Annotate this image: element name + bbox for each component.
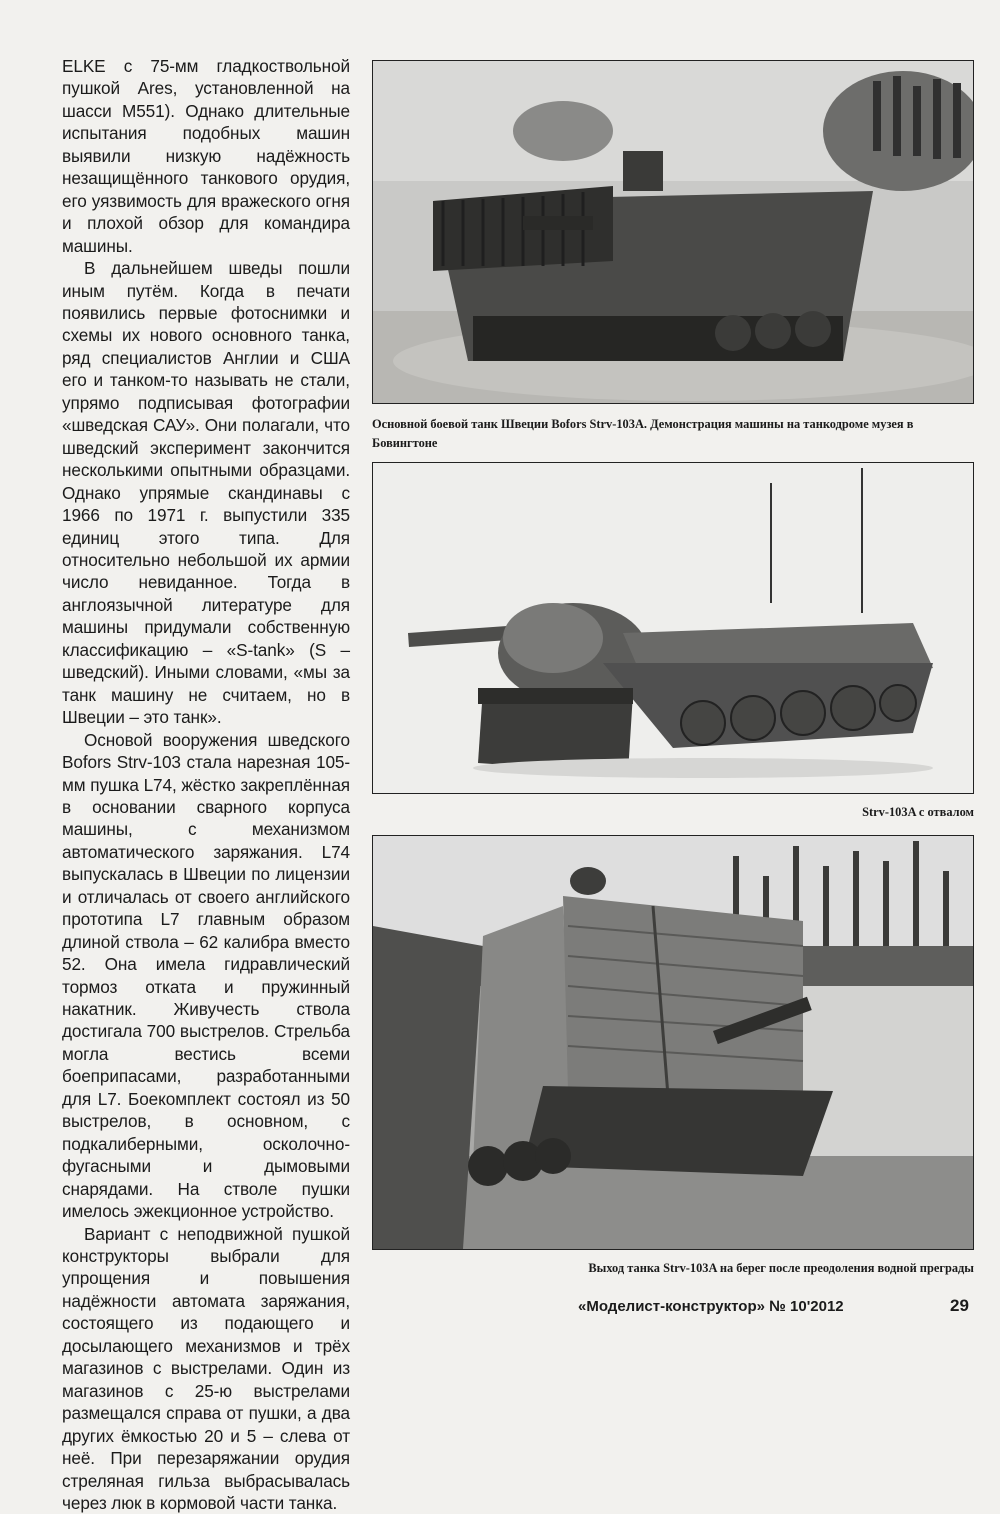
article-paragraph: Вариант с неподвижной пушкой конструкторы выбрали для упрощения и повышения надёжности автомата заряжания, состоящего из подающего и досылающего механизмов и трёх магазинов с выстрелами. Один из магазинов с 25-ю выстрелами размещался справа от пушки, а два других ёмкостью 20 и 5 – слева от неё. При перезаряжании орудия стреляная гильза выбрасывалась через люк в кормовой части танка. <box>62 1223 350 1513</box>
article-paragraph: ELKE с 75-мм гладкоствольной пушкой Ares, установленной на шасси M551). Однако длительные испытания подобных машин выявили низкую надёжность незащищённого танкового орудия, его уязвимость для вражеского огня и плохой обзор для командира машины. <box>62 56 350 256</box>
photo-strv103a-water-crossing <box>372 835 974 1250</box>
article-paragraph: Основой вооружения шведского Bofors Strv-103 стала нарезная 105-мм пушка L74, жёстко закреплённая в основании сварного корпуса машины, с механизмом автоматического заряжания. L74 выпускалась в Швеции по лицензии и отличалась от своего английского прототипа L7 главным образом длиной ствола – 62 калибра вместо 52. Она имела гидравлический тормоз отката и пружинный накатник. Живучесть ствола достигала 700 выстрелов. Стрельба могла вестись всеми боеприпасами, разработанными для L7. Боекомплект состоял из 50 выстрелов, в основном, с подкалиберными, осколочно-фугасными и дымовыми снарядами. На стволе пушки имелось эжекционное устройство. <box>62 729 350 1222</box>
page-number: 29 <box>950 1296 969 1315</box>
magazine-issue: «Моделист-конструктор» № 10'2012 <box>578 1298 844 1315</box>
photo-caption: Основной боевой танк Швеции Bofors Strv-103A. Демонстрация машины на танкодроме музея в Бовингтоне <box>372 417 914 450</box>
article-paragraph: В дальнейшем шведы пошли иным путём. Когда в печати появились первые фотоснимки и схемы их нового основного танка, ряд специалистов Англии и США его и танком-то называть не стали, упрямо подписывая фотографии «шведская САУ». Они полагали, что шведский эксперимент закончится несколькими опытными образцами. Однако упрямые скандинавы с 1966 по 1971 г. выпустили 335 единиц этого типа. Для относительно небольшой их армии число невиданное. Тогда в англоязычной литературе для машины придумали собственную классификацию – «S-tank» (S – шведский). Иными словами, «мы за танк машину не считаем, но в Швеции – это танк». <box>62 258 350 728</box>
article-text-column <box>62 55 350 1514</box>
photo-caption: Strv-103A с отвалом <box>862 805 974 819</box>
photo-strv103a-dozer <box>372 462 974 794</box>
photo-caption: Выход танка Strv-103A на берег после преодоления водной преграды <box>588 1261 974 1275</box>
photo-strv103a-demonstration <box>372 60 974 404</box>
